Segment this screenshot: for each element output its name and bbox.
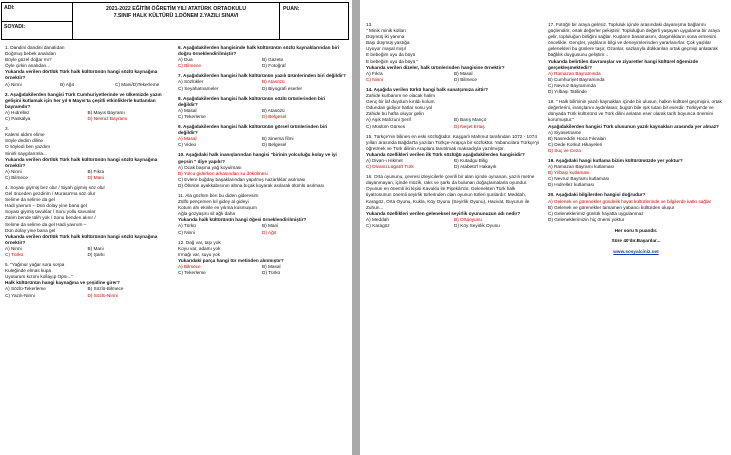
- exam-title: 7.SINIF HALK KÜLTÜRÜ 1.DÖNEM 2.YAZILI SINAVI: [113, 13, 239, 19]
- exam-footer: Her soru 5 puandır. Süre 40'dır.Başarılar... www.sosyalciniz.net: [548, 228, 724, 256]
- question-9: 9. Aşağıdakilerden hangisi halk kültürünün görsel ürünlerinden biri değildir? A) Masal B) Sinema filmi C) Video D) Belgesel: [178, 124, 328, 148]
- school-title: 2021-2022 EĞİTİM ÖĞRETİM YILI ATATÜRK ORTAOKULU: [106, 6, 246, 12]
- question-10: 10. Aşağıdaki halk inanışlarından hangisi "birinin yolculuğu kolay ve iyi geçsin " diye yapılır? A) Ocak başına yağ koyulması B) Yolcu giderken arkasından su dökülmesi C) Evlere buğday başaklarından yapılmış nazarlıklar asılması D) Ölünün ayakkabısının altına bıçak koyarak asılarak ölümlü asılması: [178, 152, 337, 188]
- question-14: 14. Aşağıda verilen türkü hangi halk sanatçımıza aittir? Zahide kurbanım ne olacak halim Genç bir laf duydum kırıldı kolum Odundan gidiyor hatlar sonu yol Zahide bu hafta oluyor gelin A) Aşık Mahzuni Şerif B) Barış Manço C) Müslüm Gürses D) Neşet Ertaş: [366, 86, 489, 129]
- question-6: 6. Aşağıdakilerden hangisinde halk kültürünün sözlü kaynaklarından biri doğru örneklendirilmiştir? A) Dua B) Gazete C) Bilmece D) Fotoğraf: [178, 45, 340, 69]
- column-4: [548, 22, 724, 260]
- question-12: 12. Dağ var, taşı yok Koyu var, adamı yok Irmağı var, suyu yok Yukarıdaki parça hangi tür metinden alınmıştır? A) Bilmece B) Masal C) Tekerleme D) Türkü: [178, 239, 284, 276]
- question-19: 19. Aşağıdaki hangi kutlama bizim kültürümüzde yer yoktur? A) Ramazan Bayramı kutlaması B) Yılbaşı kutlaması C) Nevruz Bayramı kutlaması D) Hıdrellez kutlaması: [548, 157, 683, 188]
- exam-header: [1, 2, 349, 40]
- score-label: PUAN:: [283, 6, 300, 12]
- column-1: [5, 45, 170, 303]
- question-15: 15. Türkçe'nin bilinen en eski sözlüğüdür. Kaşgarlı Mahmut tarafından 1072 - 1074 yılları arasında Bağdat'ta yazılan Türkçe-Arapça bir sözlüktür. Yabancılara Türkçe'yi öğretmek ve Türk dilinin Araplara tanıtılmak maksadıyla yazılmıştır. Yukarıda özellikleri verilen ilk Türk sözlüğü aşağıdakilerden hangisidir? A) Divan-ı Hikmet B) Kutadgu Bilig C) Divanü Lügati't Türk D) Atabetü'l Hakayık: [366, 133, 540, 170]
- question-17: 17. Fotöğri bir araya gelirsiz. Topluluk içinde arasındaki dayanışma bağlarını güçlendirir, ortak değerler pekiştirir. Topluluğun değerli yaşayan uygulama bir araya gelir, topluluğun birliğini sağlar. Kuşların basamasını, dargınlıkların sona ermesini öncelikle. Gençler, yaşlıların bilgi ve deneyimlerinden yararlanırlar. Çok yaşlılar gelenekleri bu günlere taşır, Ozanlar, sazlarıyla dükkanları ortak geçmişi anlatarak bağlılık duygusunu geliştirir... Yukarıda belirtilen davranışlar ve ziyaretler hangi kültürel öğemizde gerçekleşmektedir? A) Ramazan Bayramında B) Cumhuriyet Bayramında C) Nevruz Bayramında D) Yılbaşı Tatilinde: [548, 22, 720, 95]
- question-7: 7. Aşağıdakilerden hangisi halk kültürünün yazılı ürünlerinden biri değildir? A) Sözlükler B) Atasözü C) Seyahatnameler D) Biyografi eserler: [178, 73, 346, 91]
- website-link[interactable]: www.sosyalciniz.net: [613, 249, 659, 255]
- column-2: [178, 45, 346, 280]
- question-4: 4. Soyası giymiş bez olur / Siyah giymiş söz olur Gel önceden gezdirim / Murasa'ma söz olur Selime da selime da gel Hadi yavrum – Dün dolay yine bana gel Soyası giymiş tavuklar / Soru yollu savunlar Zalım bende talih yok / Sonu benden alınır / Selime da selime da gel Hadi yavrum – Dün dolay yine bana gel Yukarıda verilen dörtlük Türk halk kültürünün hangi sözlü kaynağına örnektir? A) Ninni B) Mani C) Türkü D) Şarkı: [5, 184, 158, 257]
- page-right: [360, 0, 731, 455]
- question-18: 18. " Halk biliminin yazılı kaynakları içinde bir ulusun, halkın kültürel geçmişini, ortak değerlerini, inançlarını aydınlatan; bugün bile ışık tutan bir eserdir. Türkiye'de ve dünyada Türk kültürünü ve Türk dilini anlatan eser olarak tarih boyunca önemini korumuştur." Aşağıdakilerden hangisi Türk ulusunun yazılı kaynakları arasında yer almaz? A) Siyasetname B) Nasreddin Hoca Fıkraları C) Dede Korkut Hikayeleri D) Suç ve Ceza: [548, 99, 722, 153]
- column-3: [366, 22, 542, 233]
- question-20: 20. Aşağıdaki bilgilerden hangisi doğrudur? A) Gelenek ve görenekler gündelik hayat kültürlerinde ve bilgilerde katkı sağlar B) Gelenek ve görenekler tamamen yabancı kültürden oluşur C) Geleneklerimiz günlük hayatta uygulanmaz D) Geleneklerimizin hiç önemi yoktur: [548, 192, 712, 222]
- question-2: 2. Aşağıdakilerden hangisi Türk Cumhuriyetlerinde ve ülkemizde yazın gelişini kutlamak için her yıl 6 Mayıs'ta çeşitli etkinliklerle kutlanılan bayramdır? A) Hıdrellez B) Mayıs Bayramı C) Paskalya D) Nevruz Bayramı: [5, 91, 162, 122]
- question-11: 11. Ala gözlüm ben bu diden gideresim Zülfü pençemen kıl gidey al gideyi Kotum ahı ekinle ev yılıma kusmuşum Ağla gözyaşını sil ağlı daha Yukarıda halk kültürünün hangi öğesi örneklendirilmiştir? A) Türkü B) Mani C) Ninni D) Ağıt: [178, 192, 307, 235]
- question-13: 13. " Minik minik kolları Düşmüş iki yanına Başı düşmüş yastığa Uyuyor maşal mışıl E bebeğim uyu da büyü E bebeğim uyu da büyü " Yukarıda verilen dizeler, halk ürünlerinden hangisine örnektir? A) Fıkra B) Masal C) Ninni D) Bilmece: [366, 22, 505, 82]
- name-label: ADI:: [2, 3, 72, 22]
- page-left: [0, 0, 352, 455]
- question-1: 1. Dandini dandini danalı̇dan Doğmuş bebek analıdan Böyle güzel doğar mı? Öyle çirkin analıdan... Yukarıda verilen dörtlük Türk halk kültürünün hangi sözlü kaynağına örnektir? A) Ninni B) Ağıt C) Mani/D)Tekerleme: [5, 45, 160, 87]
- question-5: 5. "Yağmur yağar sora sorpa Kuleğinde elmas kupa Uyuturum kızımı kollayıp Opsı..." Halk kültürünün hangi kaynağına ve çeşidine girer? A) Sözlü-Tekerleme B) Sözlü-Bilmece C) Yazılı-Ninni D) Sözlü-Ninni: [5, 262, 124, 298]
- question-16: 16. Orta oyununu, çevresi izleyicilerle çevrili bir alan içinde oynanan, yazılı metne dayanmayan, içinde müzik, raks ve şarkı da bulunan doğaçlamalarla oyundur. Oyunun en önemli iki kişisi Kavuklu ile Pişekâr'dır. Gelenekten Türk halk tiyatrosunun önemli seyirlik türlerinden olan oyunun türleri şunlardır: Meddah, Karagöz, Orta Oyunu, Kukla, Köy Oyunu (Seyirlik Oyunu), Hacivat, Buyurun ile Zuhurı... Yukarıda özellikleri verilen geleneksel seyirlik oyununuzun adı nedir? A) Meddah B) Ortaoyunu C) Karagöz D) Köy Seyirlik Oyunu: [366, 174, 535, 228]
- question-8: 8. Aşağıdakilerden hangisi halk kültürünün sözlü ürünlerinden biri değildir? A) Masal B) Atasözü C) Tekerleme D) Belgesel: [178, 95, 326, 119]
- question-3: 3. Kalemi aldım elime Söyle dedim diline O söyledi ben yazdım Sinirli saygılarımla... Yukarıda verilen dörtlük Türk halk kültürünün hangi sözlü kaynağına örnektir? A) Ninni B) Fıkra C) Bilmece D) Mani: [5, 126, 158, 180]
- surname-label: SOYADI:: [4, 23, 26, 30]
